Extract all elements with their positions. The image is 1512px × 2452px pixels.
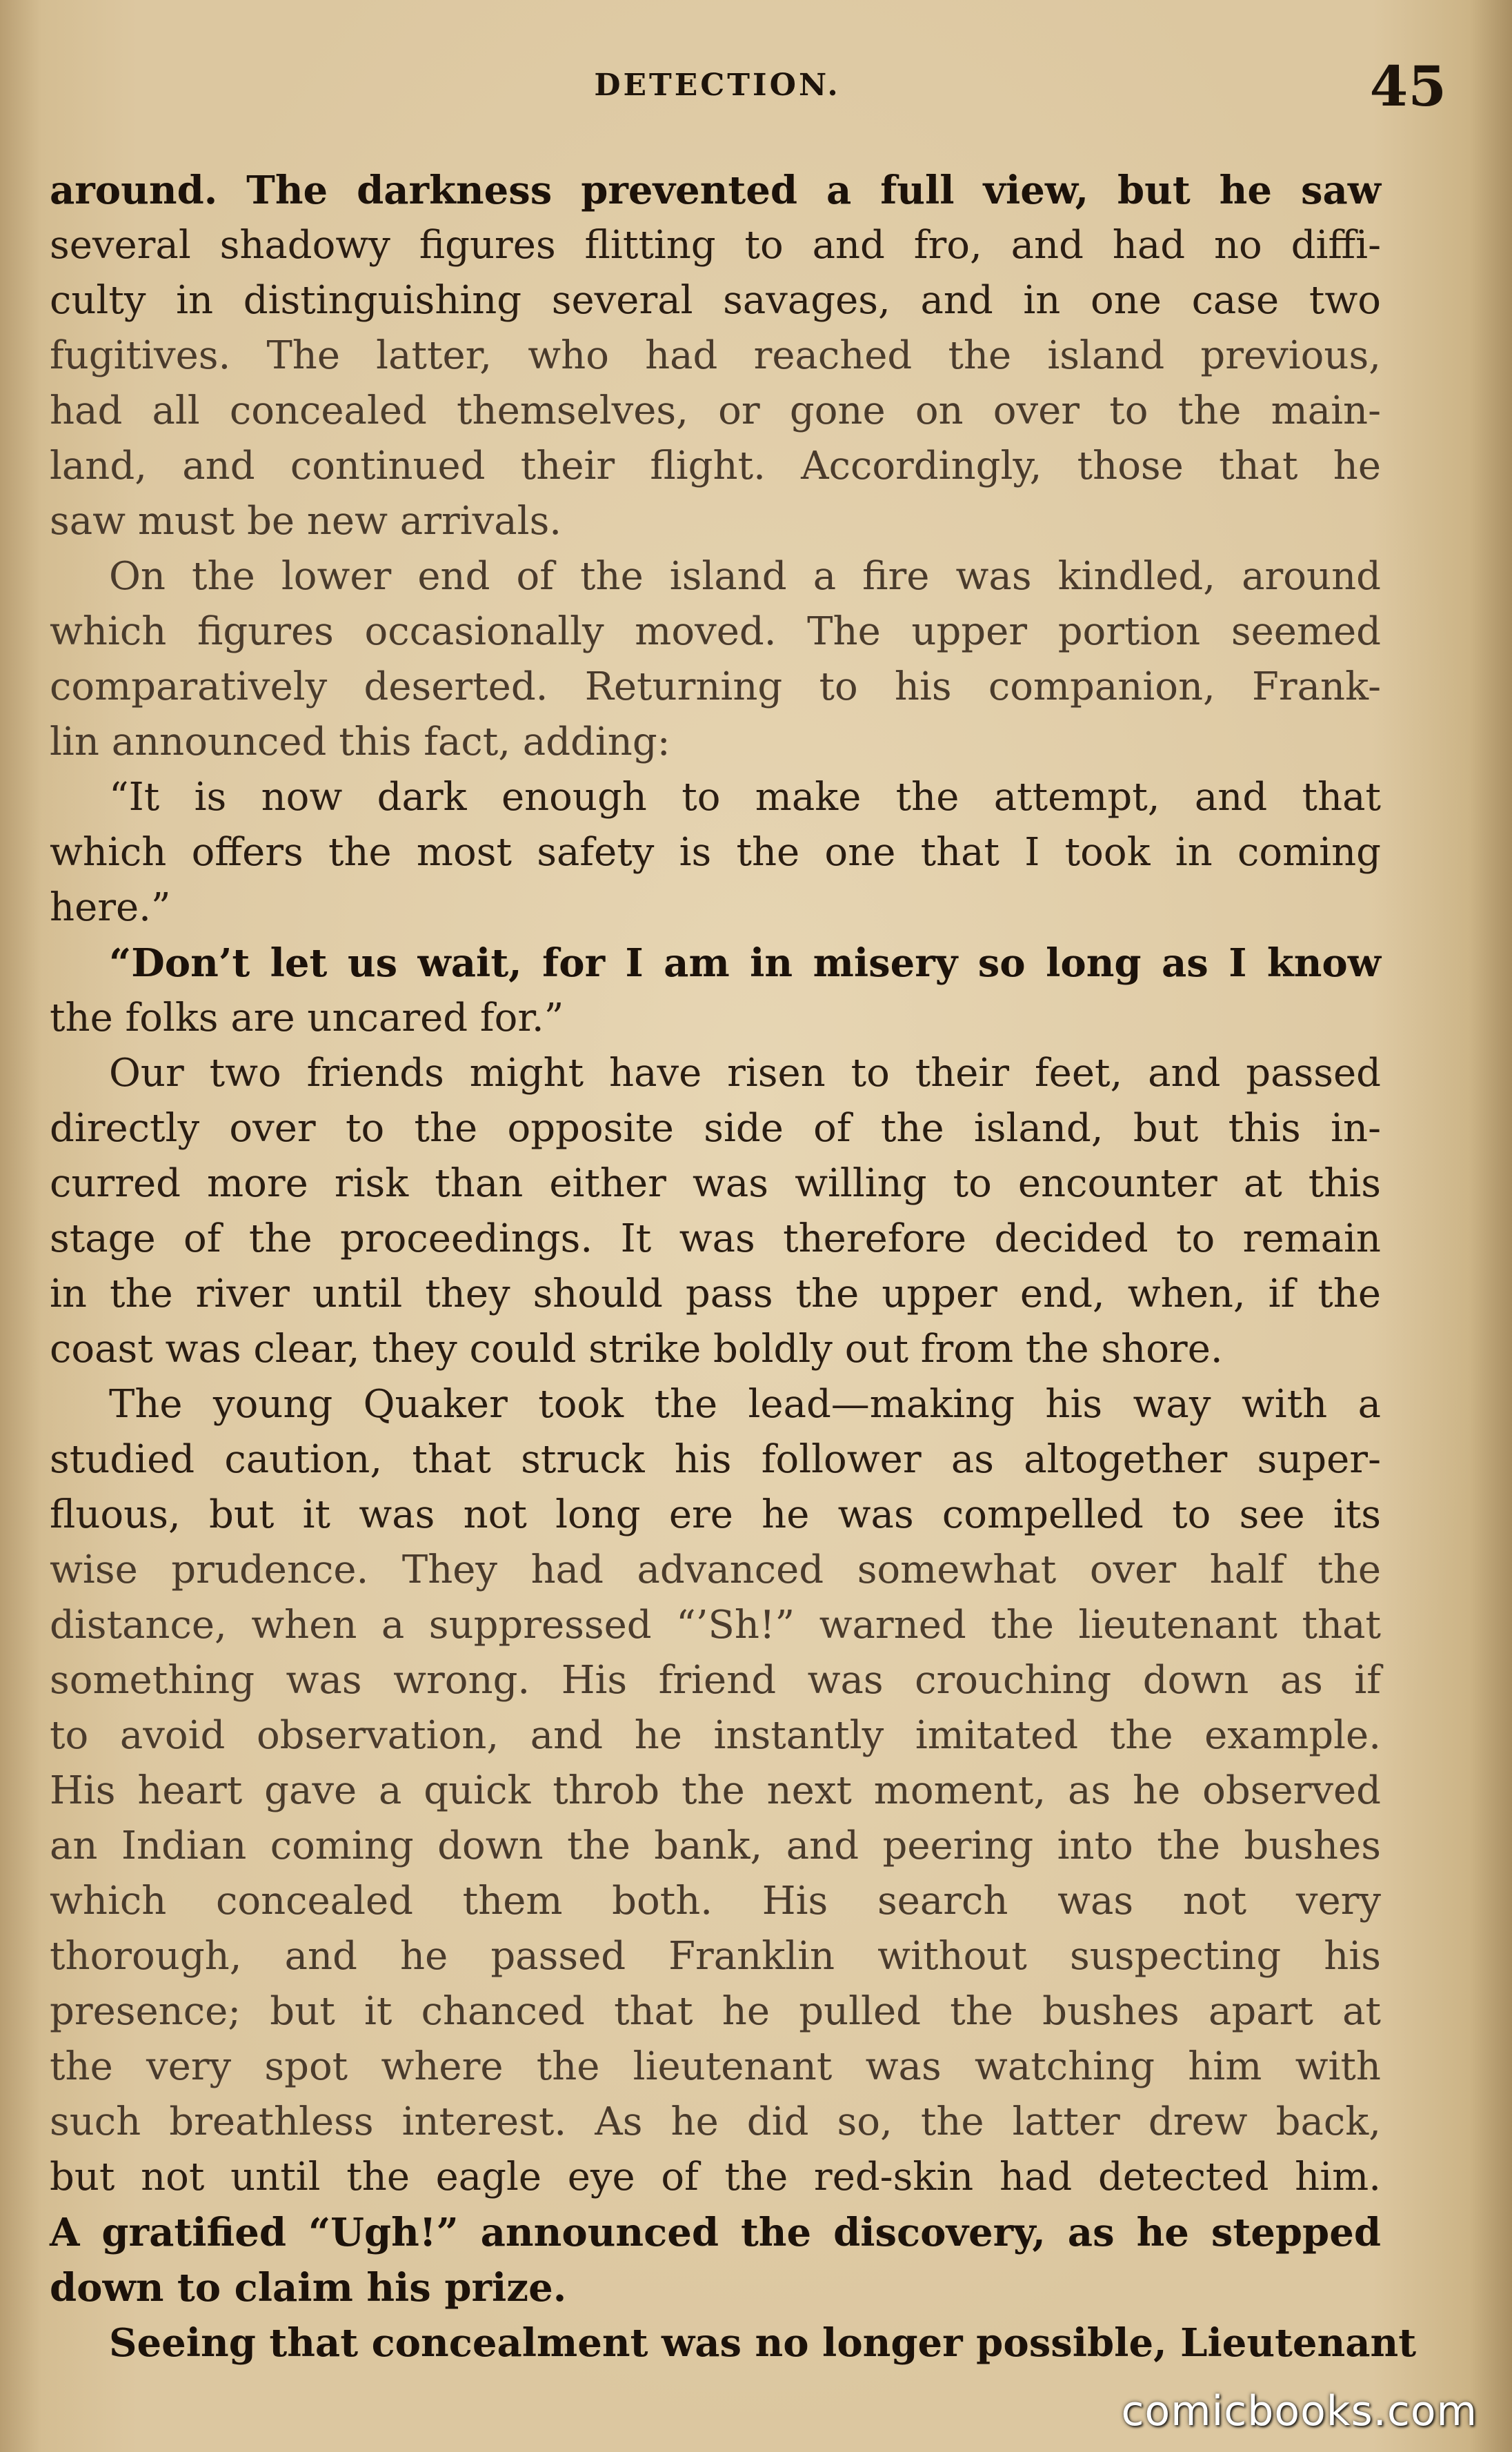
text-line: an Indian coming down the bank, and peering into the bushes [50, 1823, 1381, 1868]
text-line: land, and continued their flight. Accordingly, those that he [50, 444, 1381, 488]
text-line: The young Quaker took the lead—making his way with a [109, 1382, 1381, 1427]
text-line: comparatively deserted. Returning to his companion, Frank- [50, 664, 1381, 709]
text-line: distance, when a suppressed “’Sh!” warned the lieutenant that [50, 1603, 1381, 1648]
page-header [54, 41, 1446, 138]
text-line: lin announced this fact, adding: [50, 720, 670, 764]
text-line: fluous, but it was not long ere he was compelled to see its [50, 1492, 1381, 1537]
text-line: had all concealed themselves, or gone on over to the main- [50, 388, 1381, 433]
text-line: fugitives. The latter, who had reached the island previous, [50, 333, 1381, 378]
text-line: On the lower end of the island a fire was kindled, around [109, 554, 1381, 599]
page-number: 45 [1369, 54, 1446, 119]
text-line: around. The darkness prevented a full view, but he saw [50, 168, 1381, 213]
body-text [50, 163, 1417, 2371]
text-line: A gratified “Ugh!” announced the discovery, as he stepped [50, 2210, 1381, 2255]
text-line: wise prudence. They had advanced somewhat over half the [50, 1548, 1381, 1592]
running-head: DETECTION. [594, 68, 841, 103]
text-line: which concealed them both. His search was not very [50, 1879, 1381, 1924]
text-line: down to claim his prize. [50, 2265, 567, 2311]
text-line: studied caution, that struck his follower as altogether super- [50, 1437, 1381, 1482]
text-line: such breathless interest. As he did so, the latter drew back, [50, 2099, 1381, 2144]
text-line: “It is now dark enough to make the attempt, and that [109, 775, 1381, 820]
text-line: in the river until they should pass the upper end, when, if the [50, 1272, 1381, 1316]
text-line: curred more risk than either was willing to encounter at this [50, 1161, 1381, 1206]
text-line: something was wrong. His friend was crouching down as if [50, 1658, 1381, 1703]
text-line: which figures occasionally moved. The upper portion seemed [50, 609, 1381, 654]
text-line: Seeing that concealment was no longer possible, Lieutenant [109, 2320, 1417, 2366]
text-line: here.” [50, 885, 171, 930]
text-line: Our two friends might have risen to their feet, and passed [109, 1051, 1381, 1096]
text-line: culty in distinguishing several savages, and in one case two [50, 278, 1381, 323]
text-line: “Don’t let us wait, for I am in misery so long as I know [109, 940, 1381, 986]
text-line: the folks are uncared for.” [50, 996, 564, 1040]
text-line: which offers the most safety is the one that I took in coming [50, 830, 1381, 875]
text-line: the very spot where the lieutenant was watching him with [50, 2044, 1381, 2089]
text-line: saw must be new arrivals. [50, 499, 562, 544]
text-line: presence; but it chanced that he pulled the bushes apart at [50, 1989, 1381, 2034]
text-line: thorough, and he passed Franklin without suspecting his [50, 1934, 1381, 1979]
text-line: directly over to the opposite side of the island, but this in- [50, 1106, 1381, 1151]
text-line: His heart gave a quick throb the next moment, as he observed [50, 1768, 1381, 1813]
watermark: comicbooks.com [1121, 2387, 1478, 2435]
text-line: coast was clear, they could strike boldly out from the shore. [50, 1327, 1223, 1372]
text-line: several shadowy figures flitting to and fro, and had no diffi- [50, 223, 1381, 268]
text-line: but not until the eagle eye of the red-skin had detected him. [50, 2155, 1381, 2199]
text-line: to avoid observation, and he instantly imitated the example. [50, 1713, 1381, 1758]
text-line: stage of the proceedings. It was therefore decided to remain [50, 1216, 1381, 1261]
